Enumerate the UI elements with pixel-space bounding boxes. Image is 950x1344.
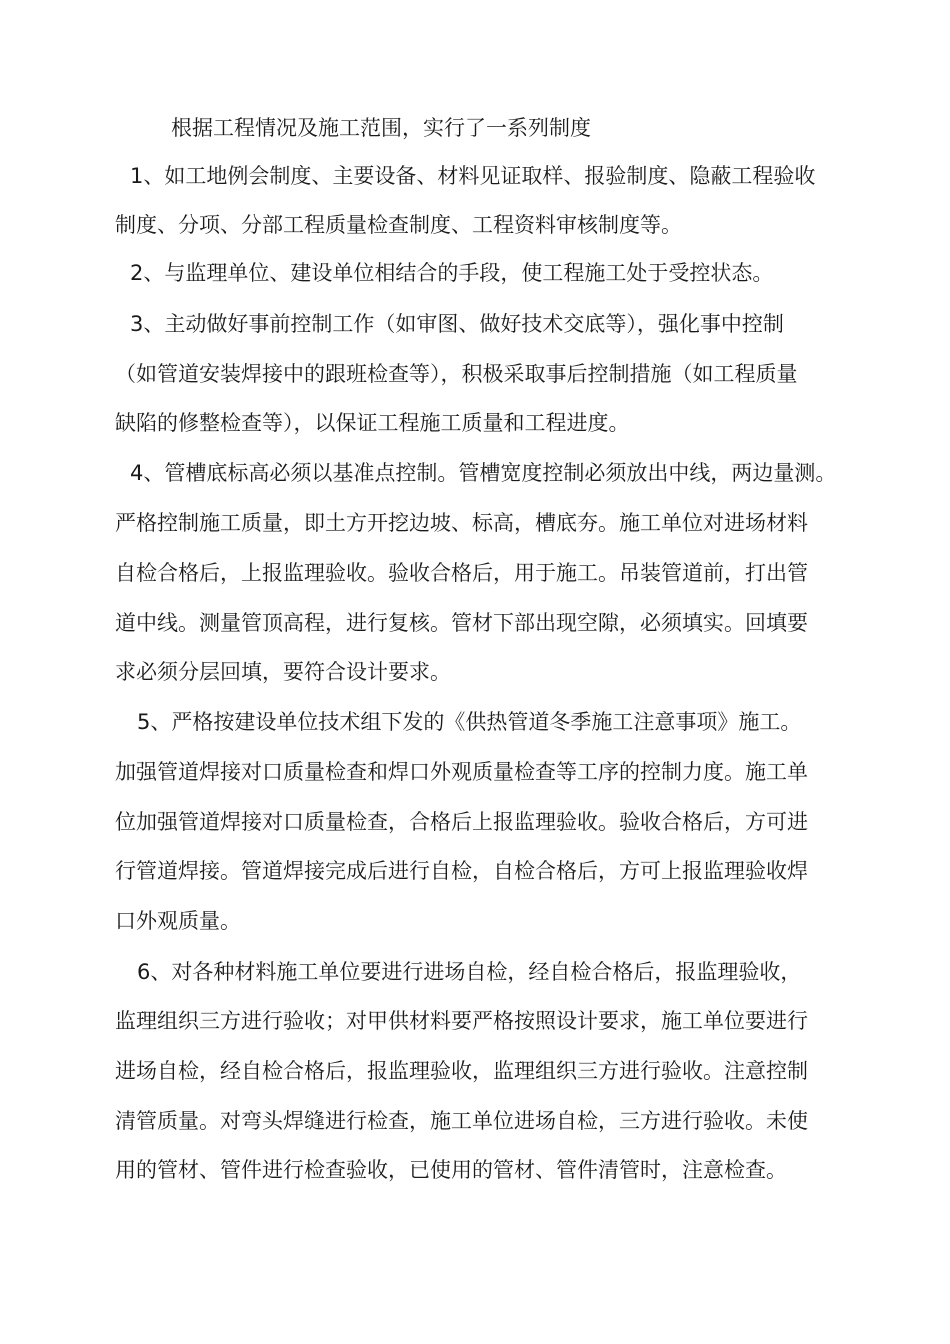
item-3-line-1: 3、主动做好事前控制工作（如审图、做好技术交底等），强化事中控制	[130, 312, 784, 336]
item-2-line-1: 2、与监理单位、建设单位相结合的手段，使工程施工处于受控状态。	[130, 261, 774, 285]
item-5-line-2: 加强管道焊接对口质量检查和焊口外观质量检查等工序的控制力度。施工单	[115, 760, 808, 784]
item-3-line-3: 缺陷的修整检查等），以保证工程施工质量和工程进度。	[115, 411, 630, 435]
item-4-line-5: 求必须分层回填，要符合设计要求。	[115, 660, 451, 684]
item-5-line-3: 位加强管道焊接对口质量检查，合格后上报监理验收。验收合格后，方可进	[115, 810, 808, 834]
intro-line: 根据工程情况及施工范围，实行了一系列制度	[171, 116, 591, 140]
item-6-line-1: 6、对各种材料施工单位要进行进场自检，经自检合格后，报监理验收，	[137, 960, 802, 984]
item-6-line-3: 进场自检，经自检合格后，报监理验收，监理组织三方进行验收。注意控制	[115, 1059, 808, 1083]
item-1-line-1: 1、如工地例会制度、主要设备、材料见证取样、报验制度、隐蔽工程验收	[130, 164, 816, 188]
item-5-line-1: 5、严格按建设单位技术组下发的《供热管道冬季施工注意事项》施工。	[137, 710, 802, 734]
item-6-line-4: 清管质量。对弯头焊缝进行检查，施工单位进场自检，三方进行验收。未使	[115, 1109, 808, 1133]
item-4-line-3: 自检合格后，上报监理验收。验收合格后，用于施工。吊装管道前，打出管	[115, 561, 808, 585]
item-4-line-4: 道中线。测量管顶高程，进行复核。管材下部出现空隙，必须填实。回填要	[115, 611, 808, 635]
item-3-line-2: （如管道安装焊接中的跟班检查等），积极采取事后控制措施（如工程质量	[115, 362, 798, 386]
item-4-line-2: 严格控制施工质量，即土方开挖边坡、标高，槽底夯。施工单位对进场材料	[115, 511, 808, 535]
item-4-line-1: 4、管槽底标高必须以基准点控制。管槽宽度控制必须放出中线，两边量测。	[130, 461, 837, 485]
item-5-line-4: 行管道焊接。管道焊接完成后进行自检，自检合格后，方可上报监理验收焊	[115, 859, 808, 883]
item-1-line-2: 制度、分项、分部工程质量检查制度、工程资料审核制度等。	[115, 213, 682, 237]
item-5-line-5: 口外观质量。	[115, 909, 241, 933]
item-6-line-5: 用的管材、管件进行检查验收，已使用的管材、管件清管时，注意检查。	[115, 1158, 787, 1182]
item-6-line-2: 监理组织三方进行验收；对甲供材料要严格按照设计要求，施工单位要进行	[115, 1009, 808, 1033]
